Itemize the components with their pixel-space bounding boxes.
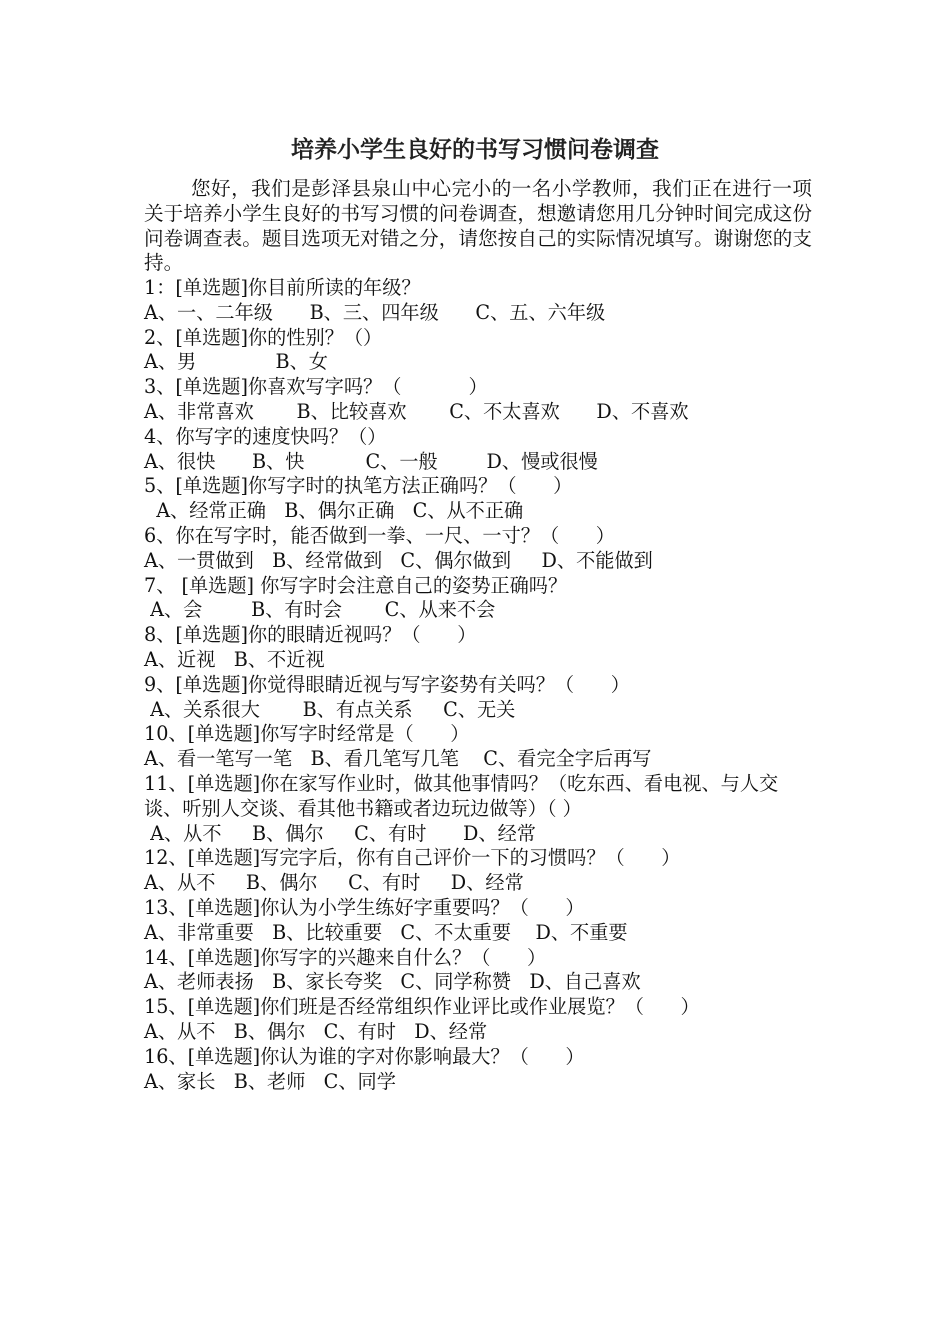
question-options: A、会 B、有时会 C、从来不会 [144, 598, 496, 622]
question-text: 13、[单选题]你认为小学生练好字重要吗？（ ） [144, 895, 585, 919]
question-options: A、从不 B、偶尔 C、有时 D、经常 [144, 871, 524, 895]
question-item [144, 425, 812, 475]
question-options: A、非常重要 B、比较重要 C、不太重要 D、不重要 [144, 920, 628, 944]
question-text: 1：[单选题]你目前所读的年级？ [144, 276, 421, 299]
question-options: A、非常喜欢 B、比较喜欢 C、不太喜欢 D、不喜欢 [144, 399, 689, 423]
question-options: A、一、二年级 B、三、四年级 C、五、六年级 [144, 300, 606, 324]
question-item [144, 623, 812, 673]
question-text: 11、[单选题]你在家写作业时，做其他事情吗？（吃东西、看电视、与人交谈、听别人交谈、看其他书籍或者边玩边做等）（ ） [144, 771, 779, 820]
question-item [144, 375, 812, 425]
question-options: A、家长 B、老师 C、同学 [144, 1069, 396, 1093]
question-item [144, 896, 812, 946]
question-options: A、从不 B、偶尔 C、有时 D、经常 [144, 821, 536, 845]
question-options: A、关系很大 B、有点关系 C、无关 [144, 697, 516, 721]
question-text: 9、[单选题]你觉得眼睛近视与写字姿势有关吗？（ ） [144, 672, 630, 696]
question-options: A、近视 B、不近视 [144, 647, 325, 671]
question-options: A、经常正确 B、偶尔正确 C、从不正确 [144, 499, 524, 523]
question-text: 3、[单选题]你喜欢写字吗？（ ） [144, 375, 488, 399]
question-options: A、很快 B、快 C、一般 D、慢或很慢 [144, 449, 598, 473]
question-item [144, 846, 812, 896]
question-text: 14、[单选题]你写字的兴趣来自什么？（ ） [144, 945, 547, 969]
question-text: 10、[单选题]你写字时经常是（ ） [144, 722, 470, 746]
question-text: 6、你在写字时，能否做到一拳、一尺、一寸？（ ） [144, 523, 615, 547]
question-item [144, 772, 812, 846]
question-item [144, 574, 812, 624]
question-item [144, 995, 812, 1045]
question-item [144, 1045, 812, 1095]
document-title: 培养小学生良好的书写习惯问卷调查 [291, 137, 659, 163]
question-options: A、看一笔写一笔 B、看几笔写几笔 C、看完全字后再写 [144, 747, 652, 771]
question-item [144, 673, 812, 723]
question-item [144, 722, 812, 772]
question-text: 16、[单选题]你认为谁的字对你影响最大？（ ） [144, 1044, 585, 1068]
question-item [144, 524, 812, 574]
question-text: 12、[单选题]写完字后，你有自己评价一下的习惯吗？（ ） [144, 846, 681, 870]
question-text: 7、 [单选题] 你写字时会注意自己的姿势正确吗？ [144, 573, 568, 597]
question-options: A、男 B、女 [144, 350, 328, 374]
question-options: A、老师表扬 B、家长夸奖 C、同学称赞 D、自己喜欢 [144, 970, 641, 994]
question-options: A、一贯做到 B、经常做到 C、偶尔做到 D、不能做到 [144, 548, 653, 572]
question-options: A、从不 B、偶尔 C、有时 D、经常 [144, 1019, 488, 1043]
question-item [144, 474, 812, 524]
question-text: 2、[单选题]你的性别？（） [144, 325, 383, 349]
question-text: 5、[单选题]你写字时的执笔方法正确吗？（ ） [144, 474, 573, 498]
question-item [144, 946, 812, 996]
question-item [144, 326, 812, 376]
question-text: 4、你写字的速度快吗？（） [144, 424, 387, 448]
intro-paragraph: 您好，我们是彭泽县泉山中心完小的一名小学教师，我们正在进行一项关于培养小学生良好的书写习惯的问卷调查，想邀请您用几分钟时间完成这份问卷调查表。题目选项无对错之分，请您按自己的实际情况填写。谢谢您的支持。 [144, 177, 812, 275]
question-item [144, 276, 812, 326]
question-text: 8、[单选题]你的眼睛近视吗？（ ） [144, 623, 477, 647]
question-text: 15、[单选题]你们班是否经常组织作业评比或作业展览？（ ） [144, 995, 700, 1019]
question-list [144, 276, 812, 1094]
